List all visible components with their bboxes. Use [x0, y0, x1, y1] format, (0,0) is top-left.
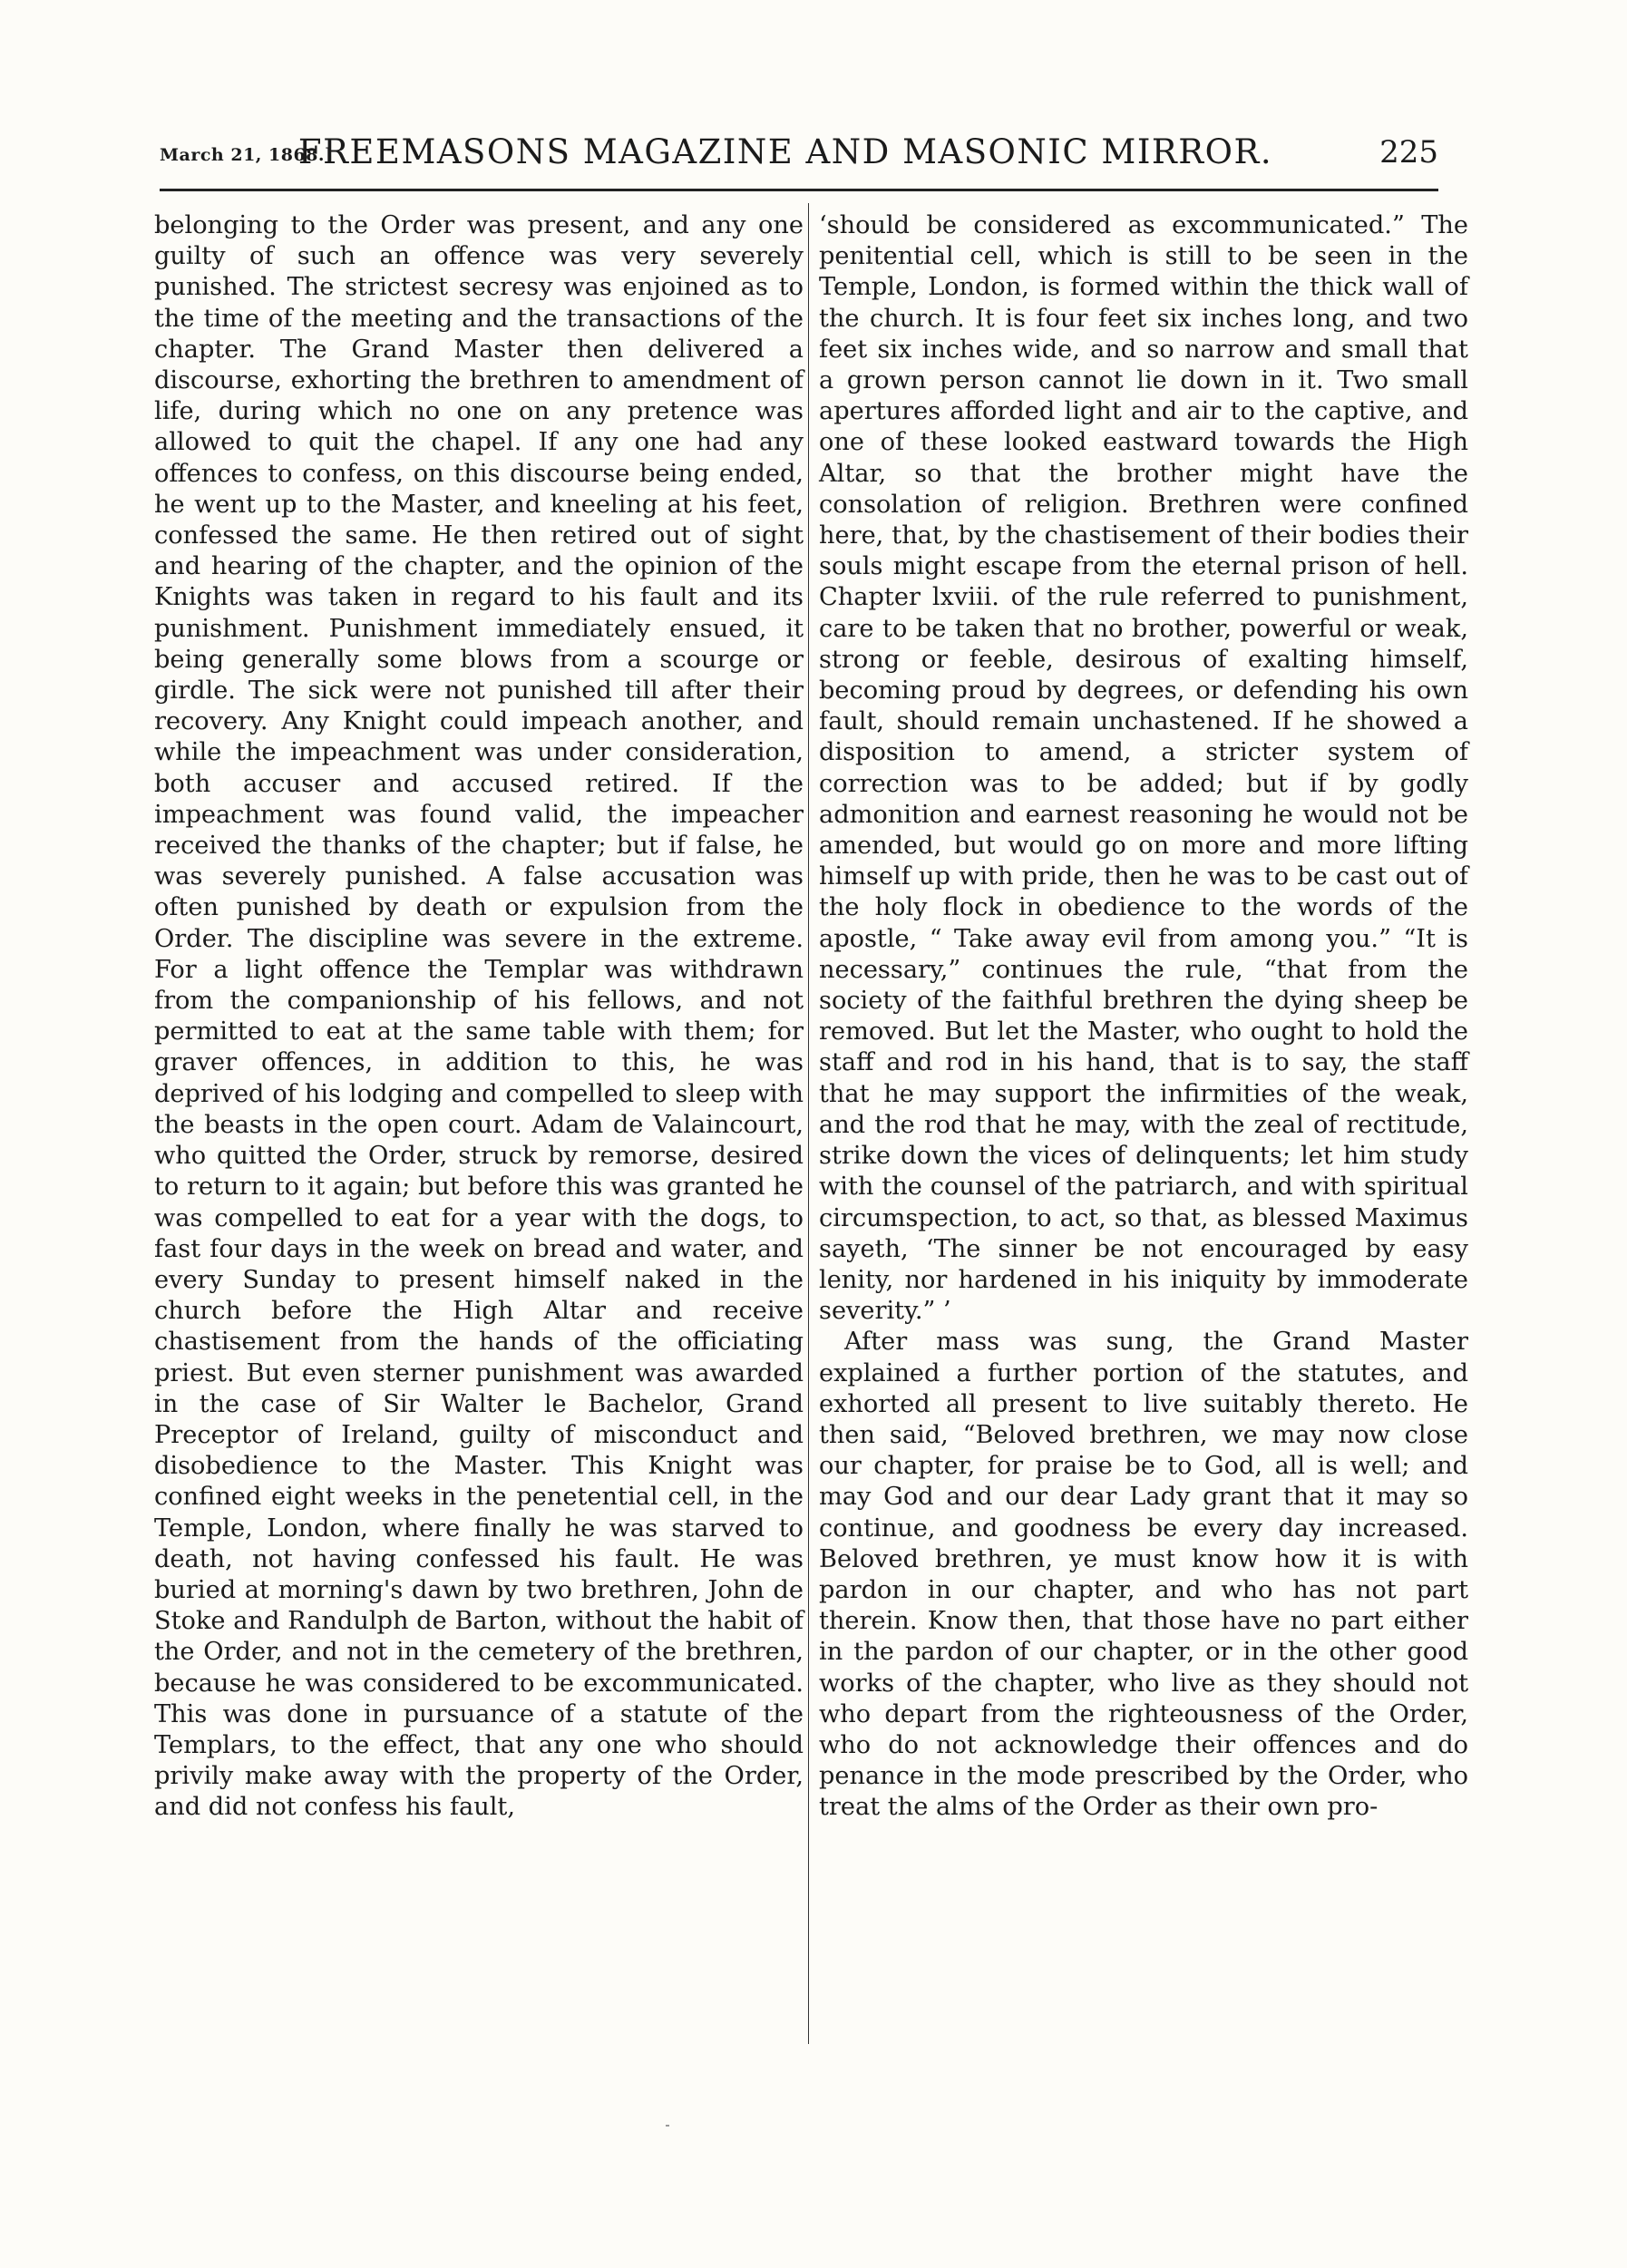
journal-title: FREEMASONS MAGAZINE AND MASONIC MIRROR. — [297, 132, 1273, 171]
left-column — [154, 210, 804, 1824]
issue-date: March 21, 1868.] — [160, 145, 334, 165]
right-paragraph-2: After mass was sung, the Grand Master explained a further portion of the statutes, and exhorted all present to live suitably thereto. He then said, “Beloved brethren, we may now close our chapter, for praise be to God, all is well; and may God and our dear Lady grant that it may so continue, and goodness be every day increased. Beloved brethren, ye must know how it is with pardon in our chapter, and who has not part therein. Know then, that those have no part either in the pardon of our chapter, or in the other good works of the chapter, who live as they should not who depart from the righteousness of the Order, who do not acknowledge their offences and do penance in the mode prescribed by the Order, who treat the alms of the Order as their own pro- — [819, 1328, 1468, 1822]
right-column — [819, 210, 1468, 1824]
left-paragraph-1: belonging to the Order was present, and any one guilty of such an offence was very severely punished. The strictest secresy was enjoined as to the time of the meeting and the transactions of the chapter. The Grand Master then delivered a discourse, exhorting the brethren to amendment of life, during which no one on any pretence was allowed to quit the chapel. If any one had any offences to confess, on this discourse being ended, he went up to the Master, and kneeling at his feet, confessed the same. He then retired out of sight and hearing of the chapter, and the opinion of the Knights was taken in regard to his fault and its punishment. Punishment immediately ensued, it being generally some blows from a scourge or girdle. The sick were not punished till after their recovery. Any Knight could impeach another, and while the impeachment was under consideration, both accuser and accused retired. If the impeachment was found valid, the impeacher received the thanks of the chapter; but if false, he was severely punished. A false accusation was often punished by death or expulsion from the Order. The discipline was severe in the extreme. For a light offence the Templar was withdrawn from the companionship of his fellows, and not permitted to eat at the same table with them; for graver offences, in addition to this, he was deprived of his lodging and compelled to sleep with the beasts in the open court. Adam de Valaincourt, who quitted the Order, struck by remorse, desired to return to it again; but before this was granted he was compelled to eat for a year with the dogs, to fast four days in the week on bread and water, and every Sunday to present himself naked in the church before the High Altar and receive chastisement from the hands of the officiating priest. But even sterner punishment was awarded in the case of Sir Walter le Bachelor, Grand Preceptor of Ireland, guilty of misconduct and disobedience to the Master. This Knight was confined eight weeks in the penetential cell, in the Temple, London, where finally he was starved to death, not having confessed his fault. He was buried at morning's dawn by two brethren, John de Stoke and Randulph de Barton, without the habit of the Order, and not in the cemetery of the brethren, because he was considered to be excommunicated. This was done in pursuance of a statute of the Templars, to the effect, that any one who should privily make away with the property of the Order, and did not confess his fault, — [154, 211, 804, 1822]
page-header — [160, 132, 1438, 174]
column-divider — [808, 203, 809, 2044]
page-speck — [666, 2125, 669, 2127]
right-paragraph-1: ‘should be considered as excommunicated.” The penitential cell, which is still to be seen in the Temple, London, is formed within the thick wall of the church. It is four feet six inches long, and two feet six inches wide, and so narrow and small that a grown person cannot lie down in it. Two small apertures afforded light and air to the captive, and one of these looked eastward towards the High Altar, so that the brother might have the consolation of religion. Brethren were confined here, that, by the chastisement of their bodies their souls might escape from the eternal prison of hell. Chapter lxviii. of the rule referred to punishment, care to be taken that no brother, powerful or weak, strong or feeble, desirous of exalting himself, becoming proud by degrees, or defending his own fault, should remain unchastened. If he showed a disposition to amend, a stricter system of correction was to be added; but if by godly admonition and earnest reasoning he would not be amended, but would go on more and more lifting himself up with pride, then he was to be cast out of the holy flock in obedience to the words of the apostle, “ Take away evil from among you.” “It is necessary,” continues the rule, “that from the society of the faithful brethren the dying sheep be removed. But let the Master, who ought to hold the staff and rod in his hand, that is to say, the staff that he may support the infirmities of the weak, and the rod that he may, with the zeal of rectitude, strike down the vices of delinquents; let him study with the counsel of the patriarch, and with spiritual circumspection, to act, so that, as blessed Maximus sayeth, ‘The sinner be not encouraged by easy lenity, nor hardened in his iniquity by immoderate severity.” ’ — [819, 211, 1468, 1326]
page-number: 225 — [1379, 134, 1438, 170]
header-rule — [160, 189, 1438, 191]
